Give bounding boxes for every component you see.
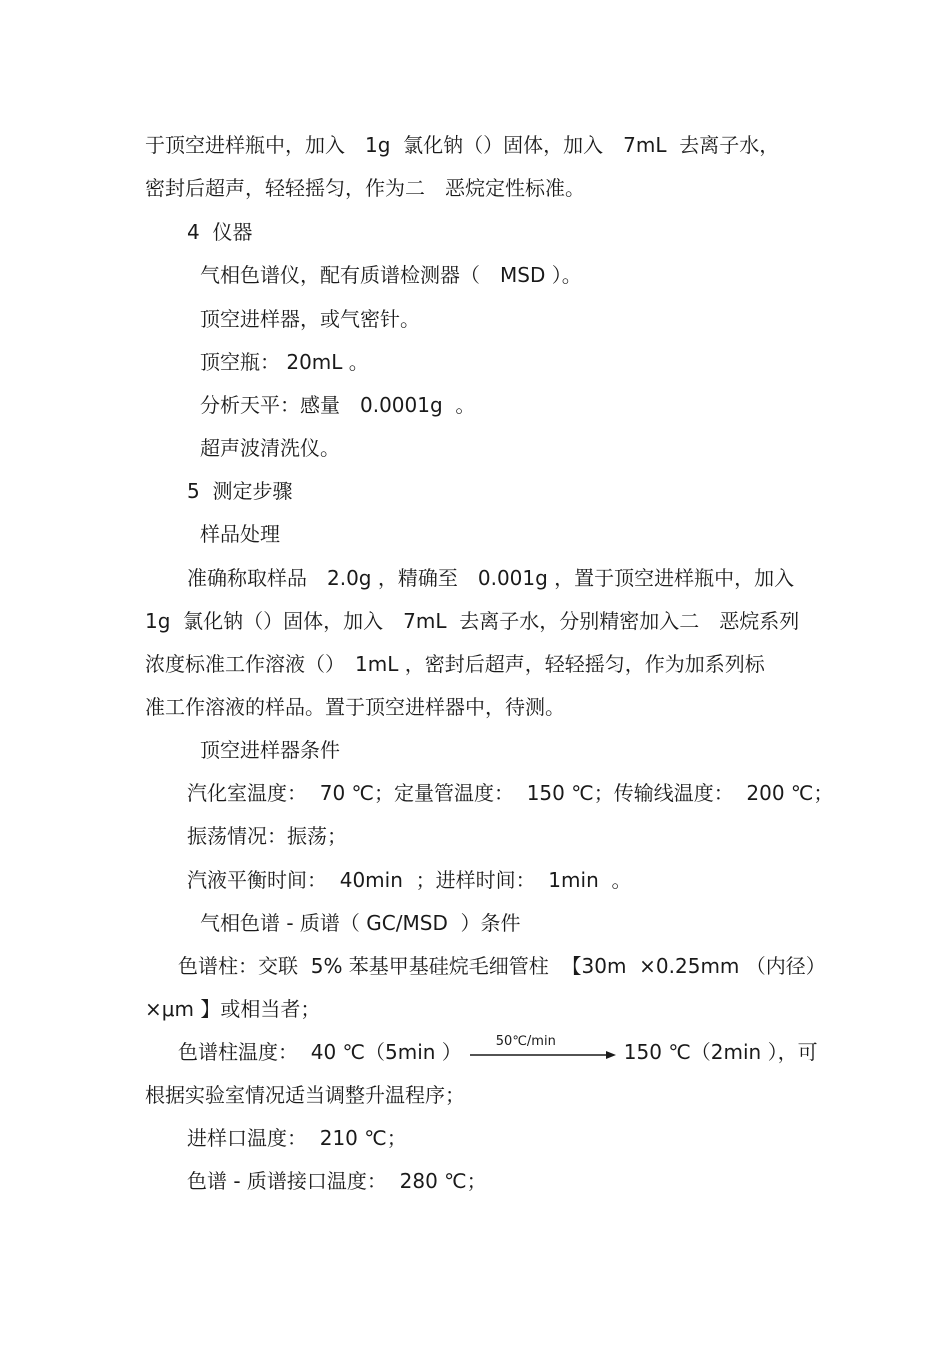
- text-line-gc: 气相色谱仪，配有质谱检测器（ MSD ）。: [200, 263, 582, 287]
- text-line-headspace-sampler: 顶空进样器，或气密针。: [200, 307, 420, 331]
- ramp-rate-label: 50℃/min: [495, 1034, 556, 1049]
- text-line-ultrasonic: 超声波清洗仪。: [200, 436, 340, 460]
- section-heading-procedure: 5 测定步骤: [187, 479, 293, 503]
- text-line-headspace-vial: 顶空瓶： 20mL 。: [200, 350, 369, 374]
- oven-start-text: 色谱柱温度： 40 ℃（5min ）: [178, 1040, 462, 1064]
- text-line-weigh: 准确称取样品 2.0g ，精确至 0.001g ，置于顶空进样瓶中，加入: [187, 566, 795, 590]
- text-line-nacl: 1g 氯化钠（）固体，加入 7mL 去离子水，分别精密加入二 恶烷系列: [145, 609, 800, 633]
- ramp-arrow: [468, 1034, 618, 1066]
- text-line-oven-program: [178, 1034, 818, 1066]
- subheading-sample-prep: 样品处理: [200, 522, 280, 546]
- right-arrow-icon: [468, 1050, 618, 1060]
- text-line-2: 密封后超声，轻轻摇匀，作为二 恶烷定性标准。: [145, 176, 585, 200]
- text-line-adjust-program: 根据实验室情况适当调整升温程序；: [145, 1083, 465, 1107]
- text-line-balance: 分析天平：感量 0.0001g 。: [200, 393, 476, 417]
- text-line-column-equivalent: ×μm 】或相当者；: [145, 997, 321, 1021]
- section-heading-instruments: 4 仪器: [187, 220, 253, 244]
- text-line-temperatures: 汽化室温度： 70 ℃；定量管温度： 150 ℃；传输线温度： 200 ℃；: [187, 781, 834, 805]
- text-line-oscillation: 振荡情况：振荡；: [187, 824, 347, 848]
- text-line-1: 于顶空进样瓶中，加入 1g 氯化钠（）固体，加入 7mL 去离子水，: [145, 133, 780, 157]
- text-line-standard-sample: 准工作溶液的样品。置于顶空进样器中，待测。: [145, 695, 565, 719]
- text-line-interface-temp: 色谱 - 质谱接口温度： 280 ℃；: [187, 1169, 487, 1193]
- text-line-standard-solution: 浓度标准工作溶液（） 1mL ，密封后超声，轻轻摇匀，作为加系列标: [145, 652, 765, 676]
- text-line-column: 色谱柱：交联 5% 苯基甲基硅烷毛细管柱 【30m ×0.25mm （内径）: [178, 954, 826, 978]
- oven-end-text: 150 ℃（2min ），可: [623, 1040, 818, 1064]
- subheading-gcms-conditions: 气相色谱 - 质谱（ GC/MSD ）条件: [200, 911, 521, 935]
- text-line-inlet-temp: 进样口温度： 210 ℃；: [187, 1126, 407, 1150]
- text-line-equilibrium: 汽液平衡时间： 40min ；进样时间： 1min 。: [187, 868, 632, 892]
- subheading-headspace-conditions: 顶空进样器条件: [200, 738, 340, 762]
